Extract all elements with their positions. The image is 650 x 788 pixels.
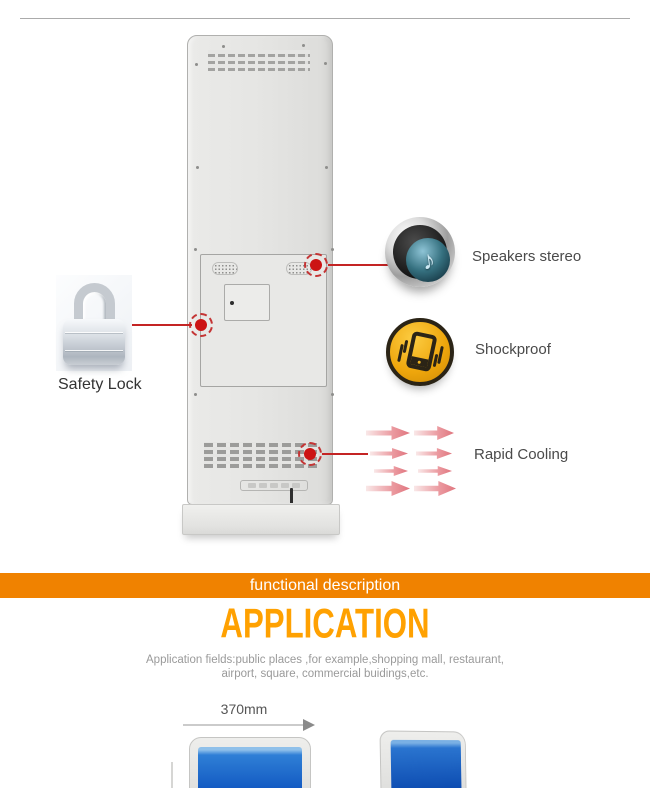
cooling-label: Rapid Cooling [474, 446, 569, 463]
padlock-body [63, 319, 125, 365]
airflow-arrow-icon [370, 448, 408, 459]
airflow-arrow-icon [414, 481, 456, 496]
speaker-music-note-icon [385, 217, 455, 287]
panel-lock-icon [230, 301, 234, 305]
airflow-arrow-icon [418, 466, 452, 476]
application-description [0, 653, 650, 681]
section-banner-label: functional description [249, 577, 401, 594]
screw-icon [302, 44, 305, 47]
callout-marker-safety-lock [189, 313, 213, 337]
kiosk-base [182, 504, 340, 535]
width-dimension-label: 370mm [220, 701, 268, 717]
application-title: APPLICATION [220, 600, 430, 648]
application-description-line2: airport, square, commercial buidings,etc. [221, 668, 429, 680]
speaker-icon-inner-ring [393, 225, 447, 279]
callout-line-cooling [322, 453, 368, 455]
width-dimension-arrowhead-icon [303, 719, 315, 731]
callout-marker-cooling [298, 442, 322, 466]
airflow-arrow-icon [416, 448, 452, 459]
airflow-arrow-icon [374, 466, 408, 476]
kiosk-top-vent-grille [208, 50, 310, 71]
monitor-screen [391, 740, 462, 788]
screw-icon [196, 166, 199, 169]
application-description-line1: Application fields:public places ,for example,shopping mall, restaurant, [146, 654, 504, 666]
padlock-icon [56, 275, 132, 371]
airflow-arrow-icon [414, 426, 454, 440]
height-dimension-line [171, 762, 173, 788]
kiosk-antenna [290, 488, 293, 503]
monitor-angled-view [379, 730, 466, 788]
callout-line-speakers [328, 264, 392, 266]
top-divider [20, 18, 630, 19]
speaker-icon-core [406, 238, 450, 282]
vibration-line-icon [403, 340, 409, 353]
vibrating-phone-icon [386, 318, 454, 386]
speakers-label: Speakers stereo [472, 248, 582, 265]
screw-icon [331, 393, 334, 396]
shockproof-label: Shockproof [475, 341, 551, 358]
callout-marker-speakers [304, 253, 328, 277]
kiosk-port-strip [240, 480, 308, 491]
screw-icon [325, 166, 328, 169]
kiosk-inner-service-panel [224, 284, 270, 321]
safety-lock-label: Safety Lock [58, 376, 142, 393]
screw-icon [194, 248, 197, 251]
monitor-screen [198, 747, 302, 788]
callout-line-safety-lock [130, 324, 192, 326]
section-banner [0, 573, 650, 598]
screw-icon [195, 63, 198, 66]
airflow-arrow-icon [366, 426, 410, 440]
speaker-grille-left [212, 262, 238, 275]
screw-icon [331, 248, 334, 251]
music-note-glyph: ♪ [419, 244, 437, 276]
screw-icon [194, 393, 197, 396]
airflow-arrow-icon [366, 481, 410, 496]
screw-icon [222, 45, 225, 48]
screw-icon [324, 62, 327, 65]
width-dimension-line [183, 724, 305, 726]
monitor-front-view [189, 737, 311, 788]
